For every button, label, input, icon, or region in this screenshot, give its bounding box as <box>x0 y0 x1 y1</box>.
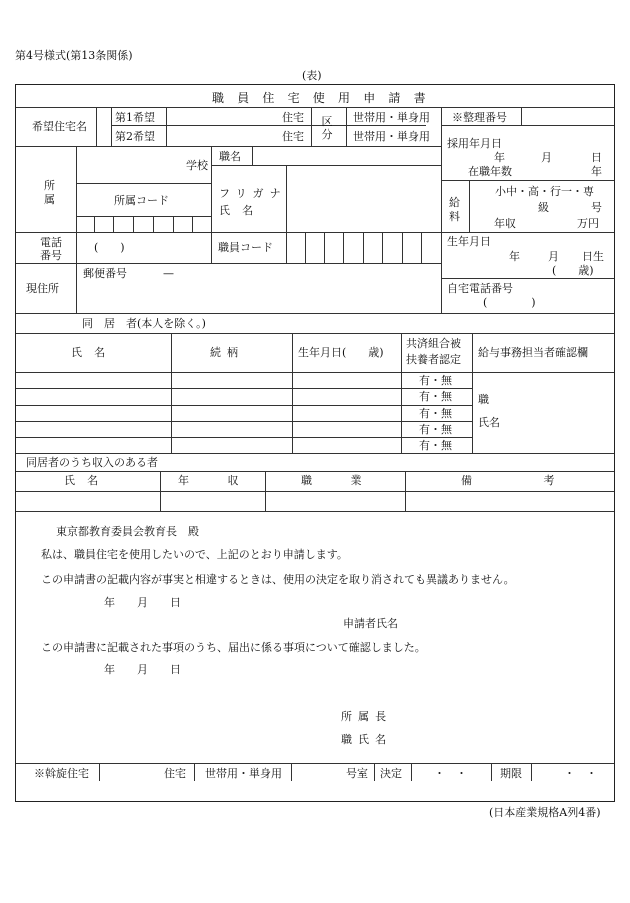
mediation-housing: 住宅 <box>164 767 186 780</box>
statement-line-2: この申請書の記載内容が事実と相違するときは、使用の決定を取り消されても異議ありません。 <box>41 573 515 586</box>
confirm-name: 氏名 <box>478 416 500 429</box>
form-number: 第4号様式(第13条関係) <box>15 49 133 62</box>
affiliation-label: 所属 <box>44 179 55 206</box>
room-label: 号室 <box>346 767 368 780</box>
birth-label: 生年月日 <box>447 235 491 248</box>
service-years-unit: 年 <box>591 165 602 178</box>
col-relation: 続柄 <box>210 346 245 359</box>
birth-day: 日生 <box>582 250 604 263</box>
confirm-date: 年 月 日 <box>104 663 181 676</box>
school-label: 学校 <box>186 159 208 172</box>
position-label: 職名 <box>219 150 241 163</box>
statement-line-1: 私は、職員住宅を使用したいので、上記のとおり申請します。 <box>41 548 348 561</box>
col-name: 氏名 <box>71 346 118 359</box>
application-form <box>15 84 626 802</box>
first-choice-housing: 住宅 <box>282 111 304 124</box>
birth-year: 年 <box>509 250 520 263</box>
hire-year: 年 <box>494 151 505 164</box>
form-title: 職員住宅使用申請書 <box>212 91 439 105</box>
home-phone-paren: ( ) <box>483 296 536 309</box>
col-payroll: 給与事務担当者確認欄 <box>478 346 588 359</box>
footer-standard: (日本産業規格A列4番) <box>489 806 601 819</box>
address-label: 現住所 <box>26 282 59 295</box>
birth-age: ( 歳) <box>552 264 594 277</box>
second-choice-label: 第2希望 <box>115 130 155 143</box>
income-heading: 同居者のうち収入のある者 <box>26 456 158 469</box>
application-date: 年 月 日 <box>104 596 181 609</box>
mutual-option: 有・無 <box>419 423 452 436</box>
income-col-annual: 年収 <box>178 474 277 487</box>
col-birth: 生年月日( 歳) <box>298 346 384 359</box>
request-label: 希望住宅名 <box>32 120 87 133</box>
salary-label: 給料 <box>449 196 460 223</box>
staff-code-label: 職員コード <box>218 241 273 254</box>
service-years-label: 在職年数 <box>468 165 512 178</box>
postal-dash: — <box>163 267 174 280</box>
hire-date-label: 採用年月日 <box>447 137 502 150</box>
first-choice-label: 第1希望 <box>115 111 155 124</box>
col-mutual-2: 扶養者認定 <box>406 353 461 366</box>
addressee: 東京都教育委員会教育長 殿 <box>56 525 199 538</box>
income-col-name: 氏名 <box>64 474 111 487</box>
furigana-label: フリガナ <box>219 187 287 200</box>
kubun-label: 区分 <box>321 115 333 141</box>
step-unit: 号 <box>591 201 602 214</box>
mediation-label: ※斡旋住宅 <box>34 767 89 780</box>
col-mutual-1: 共済組合被 <box>406 337 461 350</box>
term-label: 期限 <box>500 767 522 780</box>
mutual-option: 有・無 <box>419 407 452 420</box>
term-date: ・ ・ <box>564 767 597 780</box>
mutual-option: 有・無 <box>419 390 452 403</box>
birth-month: 月 <box>548 250 559 263</box>
hire-day: 日 <box>591 151 602 164</box>
form-side: (表) <box>302 69 322 82</box>
mutual-option: 有・無 <box>419 439 452 452</box>
mediation-type: 世帯用・単身用 <box>205 767 282 780</box>
confirm-position: 職 <box>478 393 489 406</box>
decision-label: 決定 <box>380 767 402 780</box>
cohabitants-heading: 同 居 者(本人を除く。) <box>82 317 206 330</box>
postal-label: 郵便番号 <box>83 267 127 280</box>
income-col-job: 職業 <box>301 474 400 487</box>
seiri-number-label: ※整理番号 <box>452 111 507 124</box>
head-name-label: 職氏名 <box>341 733 393 746</box>
income-col-note: 備考 <box>461 474 626 487</box>
annual-income-label: 年収 <box>494 217 516 230</box>
type-options-2: 世帯用・単身用 <box>353 130 430 143</box>
applicant-name-label: 申請者氏名 <box>343 617 398 630</box>
affiliation-code-label: 所属コード <box>114 194 169 207</box>
hire-month: 月 <box>541 151 552 164</box>
name-label: 氏名 <box>219 204 266 217</box>
grade-unit: 級 <box>538 201 549 214</box>
home-phone-label: 自宅電話番号 <box>447 282 513 295</box>
confirm-statement: この申請書に記載された事項のうち、届出に係る事項について確認しました。 <box>41 641 426 654</box>
decision-date: ・ ・ <box>434 767 467 780</box>
mutual-option: 有・無 <box>419 374 452 387</box>
phone-label: 電話番号 <box>40 236 62 262</box>
type-options-1: 世帯用・単身用 <box>353 111 430 124</box>
phone-area-code: ( ) <box>94 241 125 254</box>
head-label: 所属長 <box>341 710 393 723</box>
second-choice-housing: 住宅 <box>282 130 304 143</box>
salary-grades: 小中・高・行一・専 <box>495 185 594 198</box>
annual-income-unit: 万円 <box>577 217 599 230</box>
